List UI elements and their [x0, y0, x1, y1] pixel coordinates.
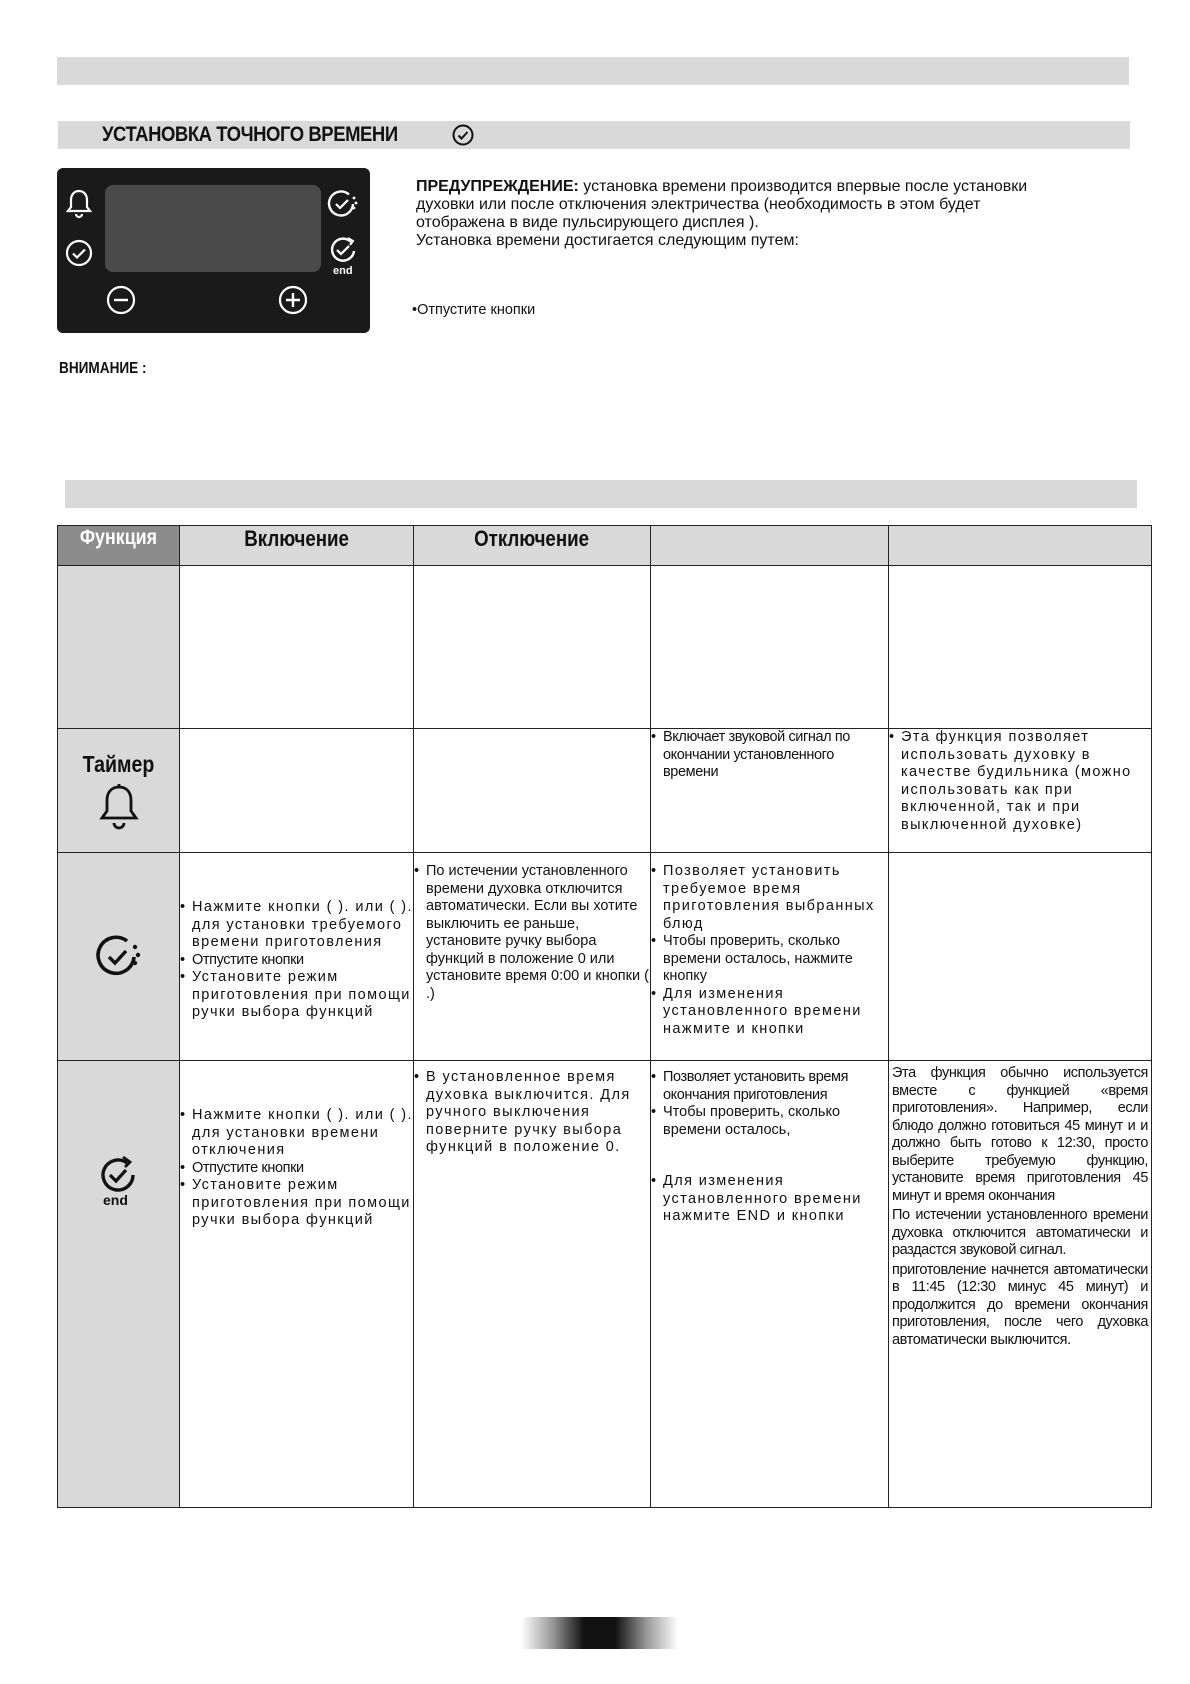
cook-time-on: • Нажмите кнопки ( ). или ( ). для установки требуемого времени приготовления • Отпустите кнопки • Установите режим приготовления при помощи ручки выбора функций: [180, 853, 414, 1061]
header-col5: [889, 526, 1152, 566]
top-header-bar: [57, 57, 1129, 85]
end-time-on: • Нажмите кнопки ( ). или ( ). для установки времени отключения • Отпустите кнопки • Установите режим приготовления при помощи ручки выбора функций: [180, 1061, 414, 1508]
table-row-cook-time: [58, 853, 1152, 1061]
function-cell-cook-time: [58, 853, 180, 1061]
attention-label: ВНИМАНИЕ :: [59, 360, 147, 377]
timer-label: Таймер: [82, 751, 155, 777]
warning-body: установка времени производится впервые после установки духовки или после отключения электричества (необходимость в этом будет отображена в виде пульсирующего дисплея ).: [416, 178, 1028, 231]
display-screen: [105, 185, 321, 272]
function-cell-timer: [58, 729, 180, 853]
end-time-icon: [96, 1153, 142, 1209]
timer-description: • Включает звуковой сигнал по окончании установленного времени: [651, 729, 889, 853]
cook-time-description: • Позволяет установить требуемое время приготовления выбранных блюд • Чтобы проверить, сколько времени осталось, нажмите кнопку • Для изменения установленного времени нажмите и кнопки: [651, 853, 889, 1061]
section-header: [58, 121, 1130, 149]
table-header-bar: [65, 480, 1137, 508]
cook-time-icon: [94, 932, 144, 982]
warning-text: [416, 178, 1056, 250]
end-time-description: • Позволяет установить время окончания приготовления • Чтобы проверить, сколько времени осталось, • Для изменения установленного времени нажмите END и кнопки: [651, 1061, 889, 1508]
release-buttons-text: •Отпустите кнопки: [412, 302, 536, 318]
bell-icon: [97, 782, 141, 832]
cook-time-off: • По истечении установленного времени духовка отключится автоматически. Если вы хотите выключить ее раньше, установите ручку выбора функций в положение 0 или установите время 0:00 и кнопки ( .): [414, 853, 651, 1061]
minus-icon[interactable]: [105, 284, 137, 316]
end-time-off: • В установленное время духовка выключится. Для ручного выключения поверните ручку выбора функций в положение 0.: [414, 1061, 651, 1508]
section-title: УСТАНОВКА ТОЧНОГО ВРЕМЕНИ: [102, 123, 398, 146]
function-cell: [58, 566, 180, 729]
page-number-tab: [521, 1617, 678, 1649]
header-col4: [651, 526, 889, 566]
bell-icon[interactable]: [64, 187, 94, 219]
plus-icon[interactable]: [277, 284, 309, 316]
header-on: Включение: [180, 526, 414, 566]
warning-label: ПРЕДУПРЕЖДЕНИЕ:: [416, 178, 579, 195]
table-row-end-time: [58, 1061, 1152, 1508]
table-row-timer: [58, 729, 1152, 853]
svg-text:end: end: [333, 265, 353, 277]
clock-check-icon: [451, 123, 475, 147]
end-time-icon[interactable]: [327, 234, 361, 278]
header-off: Отключение: [414, 526, 651, 566]
control-panel: [57, 168, 370, 333]
timer-note: • Эта функция позволяет использовать духовку в качестве будильника (можно использовать как при включенной, так и при выключенной духовке): [889, 729, 1152, 853]
end-time-note: Эта функция обычно используется вместе с функцией «время приготовления». Например, если блюдо должно готовиться 45 минут и и должно быть готово к 12:30, просто выберите требуемую функцию, установите время приготовления 45 минут и время окончания По истечении установленного времени духовка отключится автоматически и раздастся звуковой сигнал. приготовление начнется автоматически в 11:45 (12:30 минус 45 минут) и продолжится до времени окончания приготовления, после чего духовка автоматически выключится.: [889, 1061, 1152, 1508]
warning-instruction: Установка времени достигается следующим путем:: [416, 232, 799, 249]
clock-check-icon[interactable]: [64, 238, 94, 268]
cook-time-icon[interactable]: [327, 188, 361, 220]
function-cell-end-time: [58, 1061, 180, 1508]
table-row: [58, 566, 1152, 729]
svg-text:end: end: [102, 1192, 128, 1208]
function-table: [57, 525, 1152, 1508]
header-function: Функция: [58, 526, 180, 566]
